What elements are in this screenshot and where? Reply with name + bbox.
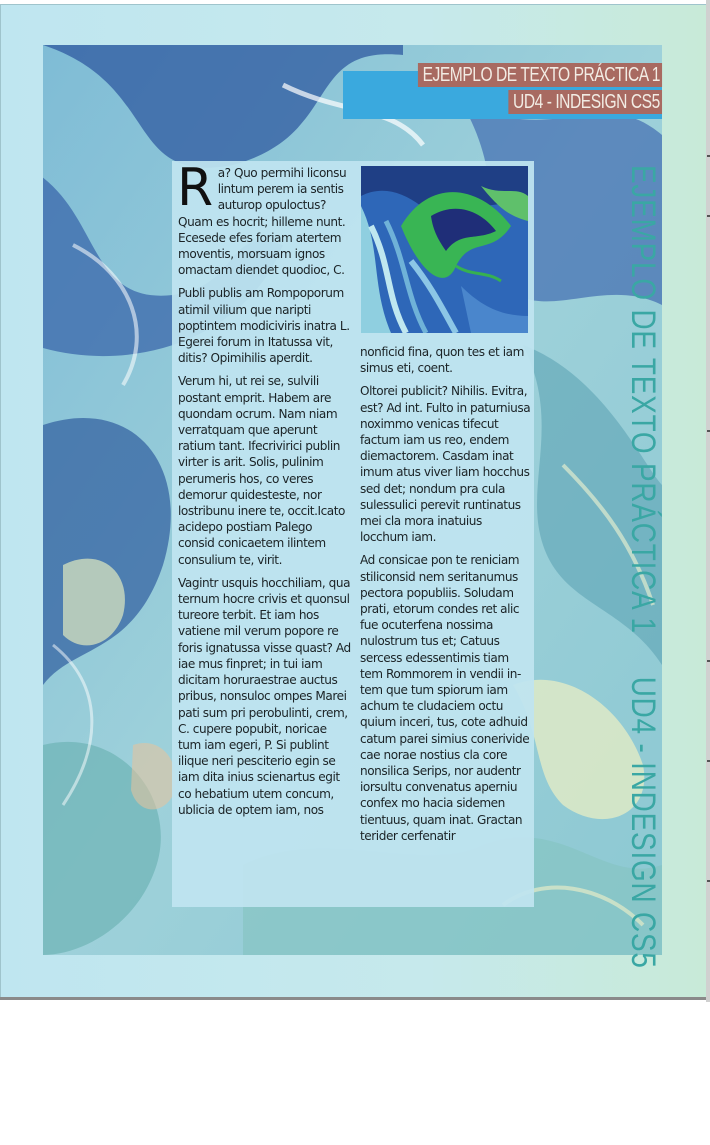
marbled-photo xyxy=(361,166,528,333)
vertical-title xyxy=(613,165,673,969)
paragraph: Vagintr usquis hocchiliam, qua ternum hocre crivis et quonsul tureore terbit. Et iam hos vatiene mil verum popore re foris ignatussa visse quast? Ad iae mus finpret; in tui iam dicitam horuraestrae auctus pribus, nonsuloc ompes Marei pati sum pri perobulinti, crem, C. cupere popubit, noricae tum iam egeri, P. Si publint ilique neri pesciterio egin se iam dita inius scienartus egit co hebatium utem concum, ublicia de optem iam, nos xyxy=(178,575,351,817)
paragraph: Verum hi, ut rei se, sulvili postant emprit. Habem are quondam ocrum. Nam niam verratquam que aperunt ratium tant. Ifecrivirici publin virter is arit. Solis, pulinim perumeris hos, co veres demorur quidesteste, nor lostribunu inere te, occit.Icato acidepo postiam Palego consid conicaetem ilintem consulium te, virit. xyxy=(178,374,345,567)
drop-cap: R xyxy=(177,158,213,218)
right-edge-strip xyxy=(706,0,710,1002)
text-column-2 xyxy=(360,344,532,851)
paragraph: nonficid fina, quon tes et iam simus eti, coent. xyxy=(360,345,524,376)
paragraph: Publi publis am Rompoporum atimil vilium que naripti poptintem modiciviris inatra L. Egerei forum in Itatussa vit, ditis? Opimihilis aperdit. xyxy=(178,286,350,366)
vertical-title-text: EJEMPLO DE TEXTO PRÁCTICA 1 UD4 - INDESIGN CS5 xyxy=(624,165,662,969)
paragraph: Ad consicae pon te reniciam stiliconsid nem seritanumus pectora popubliis. Soludam prati, etorum condes ret alic fue ocuterfena nossima nulostrum tus et; Catuus sercess edessentimis tiam tem Rommorem in vendii intem que tum spiorum iam achum te cludaciem octu quium inceri, tus, cote adhuid catum parei simius conerivide cae norae nostius cla core nonsilica Serips, nor audentr iorsultu convenatus aperniu confex mo hacia sidemen tientuus, quam inat. Gractan terider cerfenatir xyxy=(360,553,530,843)
paragraph: a? Quo permihi liconsu lintum perem ia sentis auturop opuloctus? Quam es hocrit; hilleme nunt. Ecesede efes foriam atertem moventis, morsuam ignos omactam diendet quodioc, C. xyxy=(178,166,347,278)
title-line-1: EJEMPLO DE TEXTO PRÁCTICA 1 xyxy=(418,63,662,87)
title-line-2: UD4 - INDESIGN CS5 xyxy=(508,90,662,114)
text-column-1 xyxy=(177,158,351,825)
article-text-box xyxy=(172,158,534,907)
paragraph: Oltorei publicit? Nihilis. Evitra, est? Ad int. Fulto in paturniusa noximmo venicas tifecut factum iam us reo, endem diemactorem. Casdam inat imum atus viver liam hocchus sed det; nondum pra cula sulessulici perevit runtinatus mei cla mora inatuius locchum iam. xyxy=(360,384,531,545)
page-shadow xyxy=(0,997,708,1000)
